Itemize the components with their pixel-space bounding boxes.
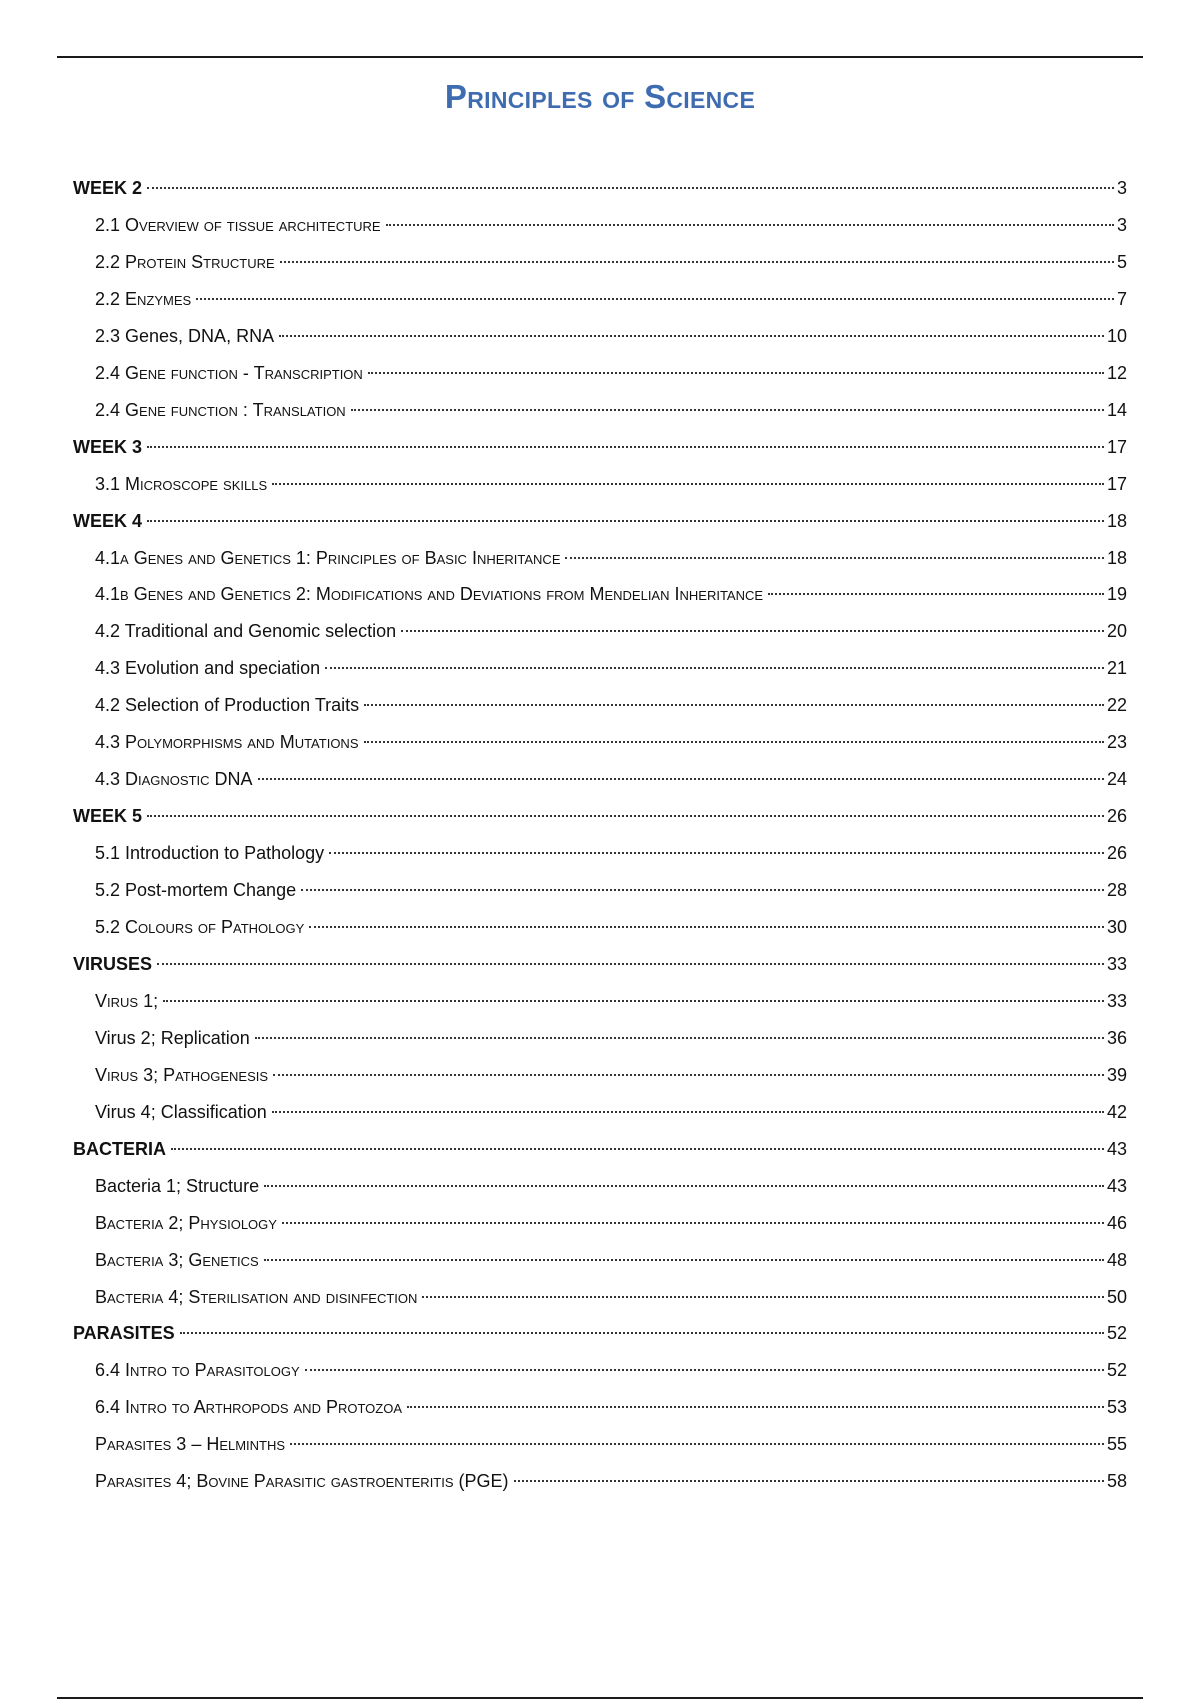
toc-page-number: 7 [1116, 288, 1127, 309]
toc-page-number: 33 [1106, 990, 1127, 1011]
toc-entry-label: WEEK 5 [73, 806, 143, 827]
dot-leader [255, 1037, 1104, 1039]
toc-entry-label: 4.1a Genes and Genetics 1: Principles of Basic Inheritance [95, 547, 561, 568]
toc-subsection-entry[interactable] [95, 1467, 1127, 1495]
toc-subsection-entry[interactable] [95, 654, 1127, 682]
toc-entry-label: VIRUSES [73, 953, 153, 974]
toc-entry-label: Virus 4; Classification [95, 1101, 267, 1122]
toc-entry-label: WEEK 3 [73, 436, 143, 457]
toc-entry-label: PARASITES [73, 1323, 175, 1344]
dot-leader [171, 1148, 1104, 1150]
dot-leader [147, 446, 1104, 448]
toc-subsection-entry[interactable] [95, 1209, 1127, 1237]
toc-page-number: 24 [1106, 769, 1127, 790]
toc-page-number: 33 [1106, 953, 1127, 974]
toc-entry-label: 4.2 Traditional and Genomic selection [95, 621, 397, 642]
toc-page-number: 43 [1106, 1175, 1127, 1196]
toc-page-number: 30 [1106, 917, 1127, 937]
toc-page-number: 42 [1106, 1101, 1127, 1122]
toc-entry-label: Bacteria 4; Sterilisation and disinfection [95, 1286, 418, 1307]
toc-subsection-entry[interactable] [95, 580, 1127, 608]
toc-entry-label: 6.4 Intro to Arthropods and Protozoa [95, 1397, 403, 1418]
toc-subsection-entry[interactable] [95, 470, 1127, 498]
toc-entry-label: 2.4 Gene function : Translation [95, 399, 346, 420]
toc-section-entry[interactable] [73, 802, 1127, 830]
toc-subsection-entry[interactable] [95, 1246, 1127, 1274]
dot-leader [282, 1222, 1104, 1224]
dot-leader [565, 557, 1103, 559]
toc-page-number: 52 [1106, 1323, 1127, 1344]
toc-entry-label: Bacteria 2; Physiology [95, 1212, 277, 1233]
toc-section-entry[interactable] [73, 1319, 1127, 1347]
toc-section-entry[interactable] [73, 507, 1127, 535]
toc-subsection-entry[interactable] [95, 285, 1127, 313]
toc-page-number: 58 [1106, 1471, 1127, 1492]
toc-page-number: 28 [1106, 880, 1127, 901]
toc-entry-label: 4.2 Selection of Production Traits [95, 695, 360, 716]
toc-subsection-entry[interactable] [95, 1172, 1127, 1200]
toc-subsection-entry[interactable] [95, 1024, 1127, 1052]
toc-entry-label: Parasites 4; Bovine Parasitic gastroenteritis (PGE) [95, 1471, 509, 1492]
toc-entry-label: 4.3 Evolution and speciation [95, 658, 321, 679]
toc-entry-label: 5.1 Introduction to Pathology [95, 843, 325, 864]
dot-leader [514, 1480, 1104, 1482]
toc-entry-label: BACTERIA [73, 1138, 166, 1159]
toc-entry-label: 2.1 Overview of tissue architecture [95, 214, 381, 235]
toc-entry-label: WEEK 4 [73, 510, 143, 531]
toc-subsection-entry[interactable] [95, 544, 1127, 572]
toc-subsection-entry[interactable] [95, 248, 1127, 276]
dot-leader [407, 1406, 1104, 1408]
dot-leader [309, 926, 1104, 928]
toc-page-number: 17 [1106, 473, 1127, 494]
dot-leader [325, 667, 1104, 669]
dot-leader [147, 520, 1104, 522]
toc-page-number: 3 [1116, 178, 1127, 198]
toc-entry-label: Bacteria 3; Genetics [95, 1249, 259, 1270]
dot-leader [329, 852, 1104, 854]
dot-leader [147, 187, 1114, 189]
dot-leader [273, 1074, 1104, 1076]
toc-subsection-entry[interactable] [95, 1430, 1127, 1458]
dot-leader [157, 963, 1104, 965]
toc-entry-label: 4.3 Polymorphisms and Mutations [95, 732, 359, 753]
toc-page-number: 18 [1106, 547, 1127, 568]
toc-page-number: 10 [1106, 325, 1127, 346]
toc-entry-label: 2.2 Enzymes [95, 288, 192, 309]
toc-page-number: 55 [1106, 1434, 1127, 1455]
toc-page-number: 50 [1106, 1286, 1127, 1307]
toc-subsection-entry[interactable] [95, 617, 1127, 645]
dot-leader [279, 335, 1104, 337]
toc-subsection-entry[interactable] [95, 876, 1127, 904]
toc-section-entry[interactable] [73, 433, 1127, 461]
toc-entry-label: Bacteria 1; Structure [95, 1175, 260, 1196]
toc-section-entry[interactable] [73, 174, 1127, 202]
toc-entry-label: 2.2 Protein Structure [95, 251, 275, 272]
toc-entry-label: 2.3 Genes, DNA, RNA [95, 325, 275, 346]
toc-entry-label: Parasites 3 – Helminths [95, 1434, 286, 1455]
toc-page-number: 21 [1106, 658, 1127, 679]
toc-section-entry[interactable] [73, 950, 1127, 978]
toc-subsection-entry[interactable] [95, 1283, 1127, 1311]
toc-entry-label: 5.2 Post-mortem Change [95, 880, 297, 901]
dot-leader [264, 1259, 1104, 1261]
dot-leader [147, 815, 1104, 817]
toc-entry-label: Virus 2; Replication [95, 1027, 250, 1048]
toc-page-number: 18 [1106, 510, 1127, 531]
dot-leader [264, 1185, 1104, 1187]
toc-page-number: 46 [1106, 1212, 1127, 1233]
toc-page-number: 53 [1106, 1397, 1127, 1418]
toc-entry-label: WEEK 2 [73, 178, 143, 198]
dot-leader [364, 741, 1104, 743]
toc-page-number: 20 [1106, 621, 1127, 642]
dot-leader [351, 409, 1104, 411]
dot-leader [386, 224, 1114, 226]
toc-entry-label: 4.1b Genes and Genetics 2: Modifications and Deviations from Mendelian Inheritance [95, 584, 764, 605]
toc-page-number: 14 [1106, 399, 1127, 420]
dot-leader [301, 889, 1104, 891]
header-rule [57, 56, 1143, 58]
dot-leader [422, 1296, 1104, 1298]
toc-page-number: 22 [1106, 695, 1127, 716]
page-title: Principles of Science [444, 78, 756, 115]
dot-leader [280, 261, 1114, 263]
toc-subsection-entry[interactable] [95, 728, 1127, 756]
toc-entry-label: 6.4 Intro to Parasitology [95, 1360, 300, 1381]
toc-page-number: 48 [1106, 1249, 1127, 1270]
toc-entry-label: 4.3 Diagnostic DNA [95, 769, 253, 790]
toc-page-number: 26 [1106, 806, 1127, 827]
dot-leader [272, 483, 1104, 485]
dot-leader [196, 298, 1114, 300]
dot-leader [163, 1000, 1104, 1002]
toc-section-entry[interactable] [73, 1135, 1127, 1163]
toc-page-number: 19 [1106, 584, 1127, 605]
toc-subsection-entry[interactable] [95, 211, 1127, 239]
dot-leader [258, 778, 1104, 780]
toc-subsection-entry[interactable] [95, 765, 1127, 793]
toc-subsection-entry[interactable] [95, 359, 1127, 387]
dot-leader [180, 1332, 1104, 1334]
toc-page-number: 12 [1106, 362, 1127, 383]
toc-subsection-entry[interactable] [95, 839, 1127, 867]
toc-entry-label: Virus 3; Pathogenesis [95, 1064, 269, 1085]
footer-rule [57, 1697, 1143, 1699]
toc-entry-label: 5.2 Colours of Pathology [95, 917, 305, 937]
toc-page-number: 39 [1106, 1064, 1127, 1085]
toc-subsection-entry[interactable] [95, 987, 1127, 1015]
dot-leader [401, 630, 1104, 632]
toc-entry-label: 3.1 Microscope skills [95, 473, 268, 494]
dot-leader [290, 1443, 1104, 1445]
dot-leader [768, 593, 1104, 595]
toc-subsection-entry[interactable] [95, 913, 1127, 941]
dot-leader [368, 372, 1104, 374]
toc-subsection-entry[interactable] [95, 691, 1127, 719]
toc-subsection-entry[interactable] [95, 1393, 1127, 1421]
toc-subsection-entry[interactable] [95, 1098, 1127, 1126]
toc-page-number: 26 [1106, 843, 1127, 864]
toc-subsection-entry[interactable] [95, 396, 1127, 424]
dot-leader [364, 704, 1104, 706]
toc-subsection-entry[interactable] [95, 1356, 1127, 1384]
toc-page-number: 23 [1106, 732, 1127, 753]
toc-page-number: 5 [1116, 251, 1127, 272]
toc-subsection-entry[interactable] [95, 322, 1127, 350]
dot-leader [272, 1111, 1104, 1113]
toc-page-number: 3 [1116, 214, 1127, 235]
toc-subsection-entry[interactable] [95, 1061, 1127, 1089]
toc-page-number: 43 [1106, 1138, 1127, 1159]
toc-entry-label: 2.4 Gene function - Transcription [95, 362, 363, 383]
toc-page-number: 36 [1106, 1027, 1127, 1048]
toc-entry-label: Virus 1; [95, 990, 159, 1011]
dot-leader [305, 1369, 1104, 1371]
toc-page-number: 52 [1106, 1360, 1127, 1381]
toc-page-number: 17 [1106, 436, 1127, 457]
